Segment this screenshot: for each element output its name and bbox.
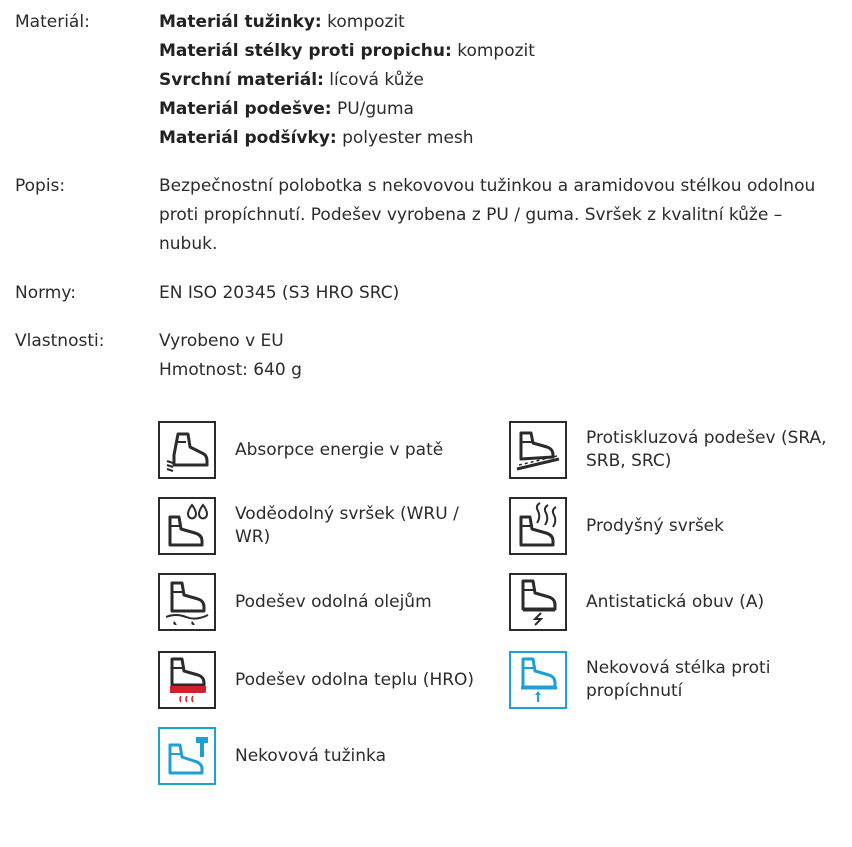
spec-label: Vlastnosti: (15, 331, 105, 351)
property-line: Hmotnost: 640 g (159, 360, 302, 380)
feature-nonmetal-insole (509, 651, 839, 711)
oil-resistant-sole-icon (158, 573, 216, 631)
spec-line (159, 37, 839, 66)
spec-val: polyester mesh (336, 128, 474, 148)
feature-label: Nekovová tužinka (235, 745, 386, 766)
antistatic-shoe-icon (509, 573, 567, 631)
spec-val: kompozit (321, 12, 405, 32)
feature-label: Absorpce energie v patě (235, 439, 444, 460)
nonmetal-insole-icon (509, 651, 567, 709)
spec-line (159, 66, 839, 95)
feature-label: Podešev odolná olejům (235, 591, 432, 612)
heat-resistant-sole-icon (158, 651, 216, 709)
spec-value (159, 8, 839, 153)
feature-nonmetal-toecap (158, 727, 488, 787)
spec-val: kompozit (451, 41, 535, 61)
spec-line (159, 124, 839, 153)
description-text: Bezpečnostní polobotka s nekovovou tužinkou a aramidovou stélkou odolnou proti propíchnutí. Podešev vyrobena z PU / guma. Svršek z kvalitní kůže – nubuk. (159, 176, 816, 254)
spec-val: lícová kůže (323, 70, 424, 90)
spec-key: Materiál podšívky: (159, 128, 337, 148)
feature-oil-resistant (158, 573, 488, 633)
water-resistant-upper-icon (158, 497, 216, 555)
spec-key: Materiál podešve: (159, 99, 332, 119)
feature-heel-absorption (158, 421, 488, 481)
spec-val: PU/guma (331, 99, 414, 119)
spec-line (159, 95, 839, 124)
feature-label: Podešev odolna teplu (HRO) (235, 669, 475, 690)
spec-value (159, 327, 839, 385)
spec-key: Materiál tužinky: (159, 12, 322, 32)
spec-key: Materiál stélky proti propichu: (159, 41, 452, 61)
feature-slip-resistant (509, 421, 839, 481)
heel-energy-absorption-icon (158, 421, 216, 479)
feature-label: Voděodolný svršek (WRU / WR) (235, 504, 459, 547)
spec-label: Materiál: (15, 12, 90, 32)
breathable-upper-icon (509, 497, 567, 555)
spec-key: Svrchní materiál: (159, 70, 324, 90)
feature-label: Protiskluzová podešev (SRA, SRB, SRC) (586, 428, 827, 471)
spec-label: Normy: (15, 283, 76, 303)
feature-label: Nekovová stélka proti propíchnutí (586, 658, 771, 701)
spec-line (159, 8, 839, 37)
feature-water-resistant (158, 497, 488, 557)
feature-antistatic (509, 573, 839, 633)
spec-value (159, 172, 829, 259)
feature-heat-resistant (158, 651, 488, 711)
feature-label: Prodyšný svršek (586, 515, 724, 536)
feature-breathable (509, 497, 839, 557)
slip-resistant-sole-icon (509, 421, 567, 479)
feature-label: Antistatická obuv (A) (586, 591, 765, 612)
nonmetal-toecap-icon (158, 727, 216, 785)
spec-value (159, 279, 839, 308)
norm-text: EN ISO 20345 (S3 HRO SRC) (159, 283, 400, 303)
spec-label: Popis: (15, 176, 66, 196)
property-line: Vyrobeno v EU (159, 331, 284, 351)
